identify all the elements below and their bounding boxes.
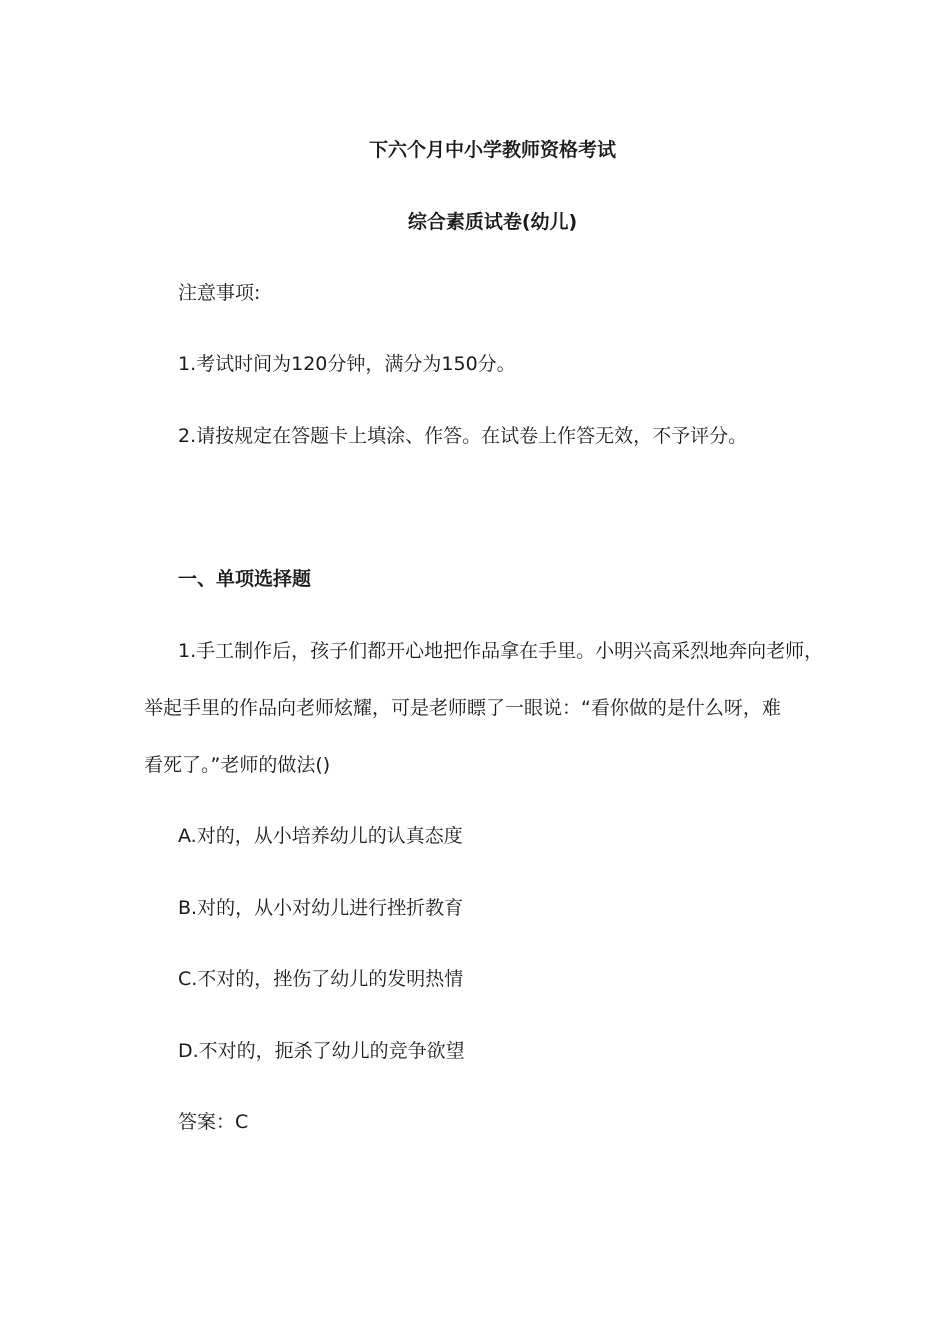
notice-item: 1.考试时间为120分钟，满分为150分。 (178, 353, 516, 375)
document-title: 下六个月中小学教师资格考试 (368, 139, 616, 161)
answer-option-a: A.对的，从小培养幼儿的认真态度 (178, 825, 463, 847)
answer-option-c: C.不对的，挫伤了幼儿的发明热情 (178, 968, 464, 990)
notice-heading: 注意事项: (178, 282, 261, 304)
question-text-line: 1.手工制作后，孩子们都开心地把作品拿在手里。小明兴高采烈地奔向老师， (178, 640, 824, 662)
section-heading: 一、单项选择题 (178, 568, 312, 590)
question-text-line: 看死了。”老师的做法() (144, 754, 331, 776)
document-subtitle: 综合素质试卷(幼儿) (407, 211, 578, 233)
question-text-line: 举起手里的作品向老师炫耀，可是老师瞟了一眼说：“看你做的是什么呀，难 (144, 697, 781, 719)
answer-option-b: B.对的，从小对幼儿进行挫折教育 (178, 897, 464, 919)
answer-key: 答案：C (178, 1111, 249, 1133)
notice-item: 2.请按规定在答题卡上填涂、作答。在试卷上作答无效，不予评分。 (178, 425, 748, 447)
answer-option-d: D.不对的，扼杀了幼儿的竞争欲望 (178, 1040, 465, 1062)
